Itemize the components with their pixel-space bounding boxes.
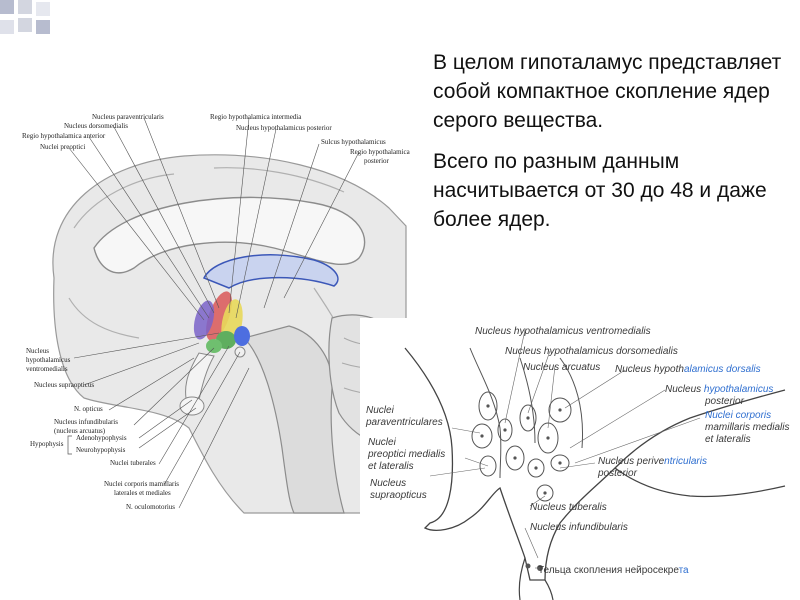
label-r-paraventriculares-2: paraventriculares [366,417,443,428]
label-sulcus: Sulcus hypothalamicus [321,138,386,146]
label-paraventricularis: Nucleus paraventricularis [92,113,164,121]
label-r-posterior: Nucleus hypothalamicus [665,384,774,395]
label-r-arcuatus: Nucleus arcuatus [523,362,601,373]
label-r-dorsomedialis: Nucleus hypothalamicus dorsomedialis [505,346,678,357]
decorative-squares [0,0,80,50]
label-r-dorsalis: Nucleus hypothalamicus dorsalis [615,364,761,375]
label-ventromedialis-3: ventromedialis [26,365,68,373]
label-r-paraventriculares-1: Nuclei [366,405,394,416]
label-adenohypophysis: Adenohypophysis [76,434,127,442]
label-regio-posterior-2: posterior [364,157,389,165]
label-tuberales: Nuclei tuberales [110,459,156,467]
label-regio-intermedia: Regio hypothalamica intermedia [210,113,302,121]
hypothalamus-schematic-figure [360,318,800,600]
label-dorsomedialis: Nucleus dorsomedialis [64,122,128,130]
label-r-preoptici-2: preoptici medialis [368,449,446,460]
label-opticus: N. opticus [74,405,103,413]
label-mamillaris-2: laterales et mediales [114,489,171,497]
label-hypophysis: Hypophysis [30,440,64,448]
label-r-periventricularis: Nucleus periventricularis [598,456,707,467]
label-r-infundibularis: Nucleus infundibularis [530,522,628,533]
label-r-periventricularis-2: posterior [598,468,637,479]
label-regio-anterior: Regio hypothalamica anterior [22,132,106,140]
label-supraopticus: Nucleus supraopticus [34,381,95,389]
label-neurohypophysis: Neurohypophysis [76,446,126,454]
label-r-mamillaris-2: mamillaris medialis [705,422,790,433]
label-regio-posterior-1: Regio hypothalamica [350,148,410,156]
label-preoptici: Nuclei preoptici [40,143,86,151]
label-r-tuberalis: Nucleus tuberalis [530,502,607,513]
label-r-posterior-2: posterior [705,396,744,407]
label-r-preoptici-3: et lateralis [368,461,414,472]
label-infundibularis-2: (nucleus arcuatus) [54,427,106,435]
label-ventromedialis-1: Nucleus [26,347,49,355]
label-r-mamillaris-1: Nuclei corporis [705,410,772,421]
label-oculomotorius: N. oculomotorius [126,503,175,511]
label-mamillaris-1: Nuclei corporis mamillaris [104,480,180,488]
label-r-preoptici-1: Nuclei [368,437,396,448]
label-ventromedialis-2: hypothalamicus [26,356,71,364]
brain-sagittal-figure [14,108,414,528]
label-infundibularis-1: Nucleus infundibularis [54,418,118,426]
label-r-supraopticus-1: Nucleus [370,478,407,489]
label-r-telca: Тельца скопления нейросекрета [538,565,689,576]
slide-text [433,48,793,246]
label-r-ventromedialis: Nucleus hypothalamicus ventromedialis [475,326,651,337]
paragraph-2: Всего по разным данным насчитывается от 30 до 48 и даже более ядер. [433,150,767,231]
paragraph-1: В целом гипоталамус представляет собой компактное скопление ядер серого вещества. [433,51,782,132]
label-r-mamillaris-3: et lateralis [705,434,751,445]
label-r-supraopticus-2: supraopticus [370,490,427,501]
label-hyp-posterior: Nucleus hypothalamicus posterior [236,124,332,132]
